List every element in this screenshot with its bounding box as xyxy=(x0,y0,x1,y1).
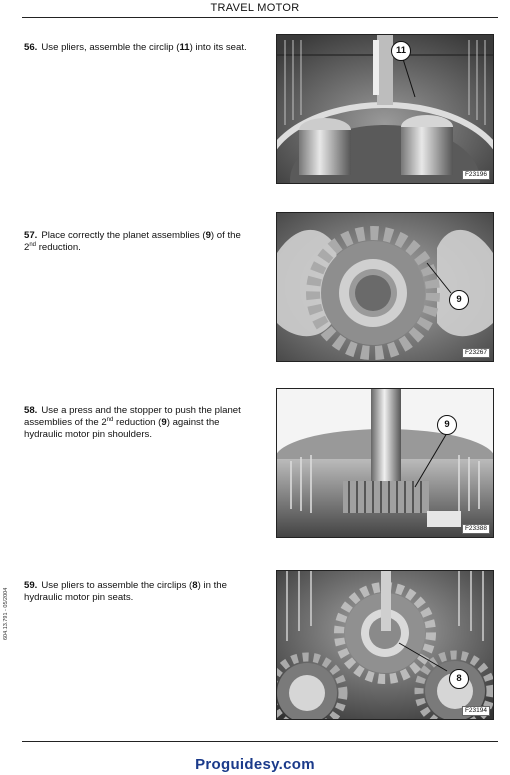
figure-code: F23388 xyxy=(462,524,490,534)
step-56-text: 56. Use pliers, assemble the circlip (11) into its seat. xyxy=(24,42,247,53)
figure-code: F23194 xyxy=(462,706,490,716)
callout-marker: 9 xyxy=(449,290,469,310)
footer-rule xyxy=(22,741,498,742)
callout-marker: 11 xyxy=(391,41,411,61)
step-number: 57. xyxy=(24,230,38,241)
step-number: 56. xyxy=(24,42,38,53)
figure-code: F23267 xyxy=(462,348,490,358)
document-code: 604.13.791 - 05/2004 xyxy=(3,587,9,640)
step-number: 58. xyxy=(24,405,38,416)
figure-code: F23196 xyxy=(462,170,490,180)
step-57-photo xyxy=(276,212,494,362)
watermark: Proguidesy.com xyxy=(195,756,315,773)
step-number: 59. xyxy=(24,580,38,591)
step-57-text: 57. Place correctly the planet assemblies (9) of the 2nd reduction. xyxy=(24,230,241,253)
callout-marker: 9 xyxy=(437,415,457,435)
step-56-photo xyxy=(276,34,494,184)
header-rule xyxy=(22,17,498,18)
callout-marker: 8 xyxy=(449,669,469,689)
step-59-text: 59. Use pliers to assemble the circlips (8) in the hydraulic motor pin seats. xyxy=(24,580,227,603)
step-59-photo xyxy=(276,570,494,720)
step-58-text: 58. Use a press and the stopper to push the planet assemblies of the 2nd reduction (9) against the hydraulic motor pin shoulders. xyxy=(24,405,241,440)
header-title: TRAVEL MOTOR xyxy=(210,2,300,14)
step-58-photo xyxy=(276,388,494,538)
